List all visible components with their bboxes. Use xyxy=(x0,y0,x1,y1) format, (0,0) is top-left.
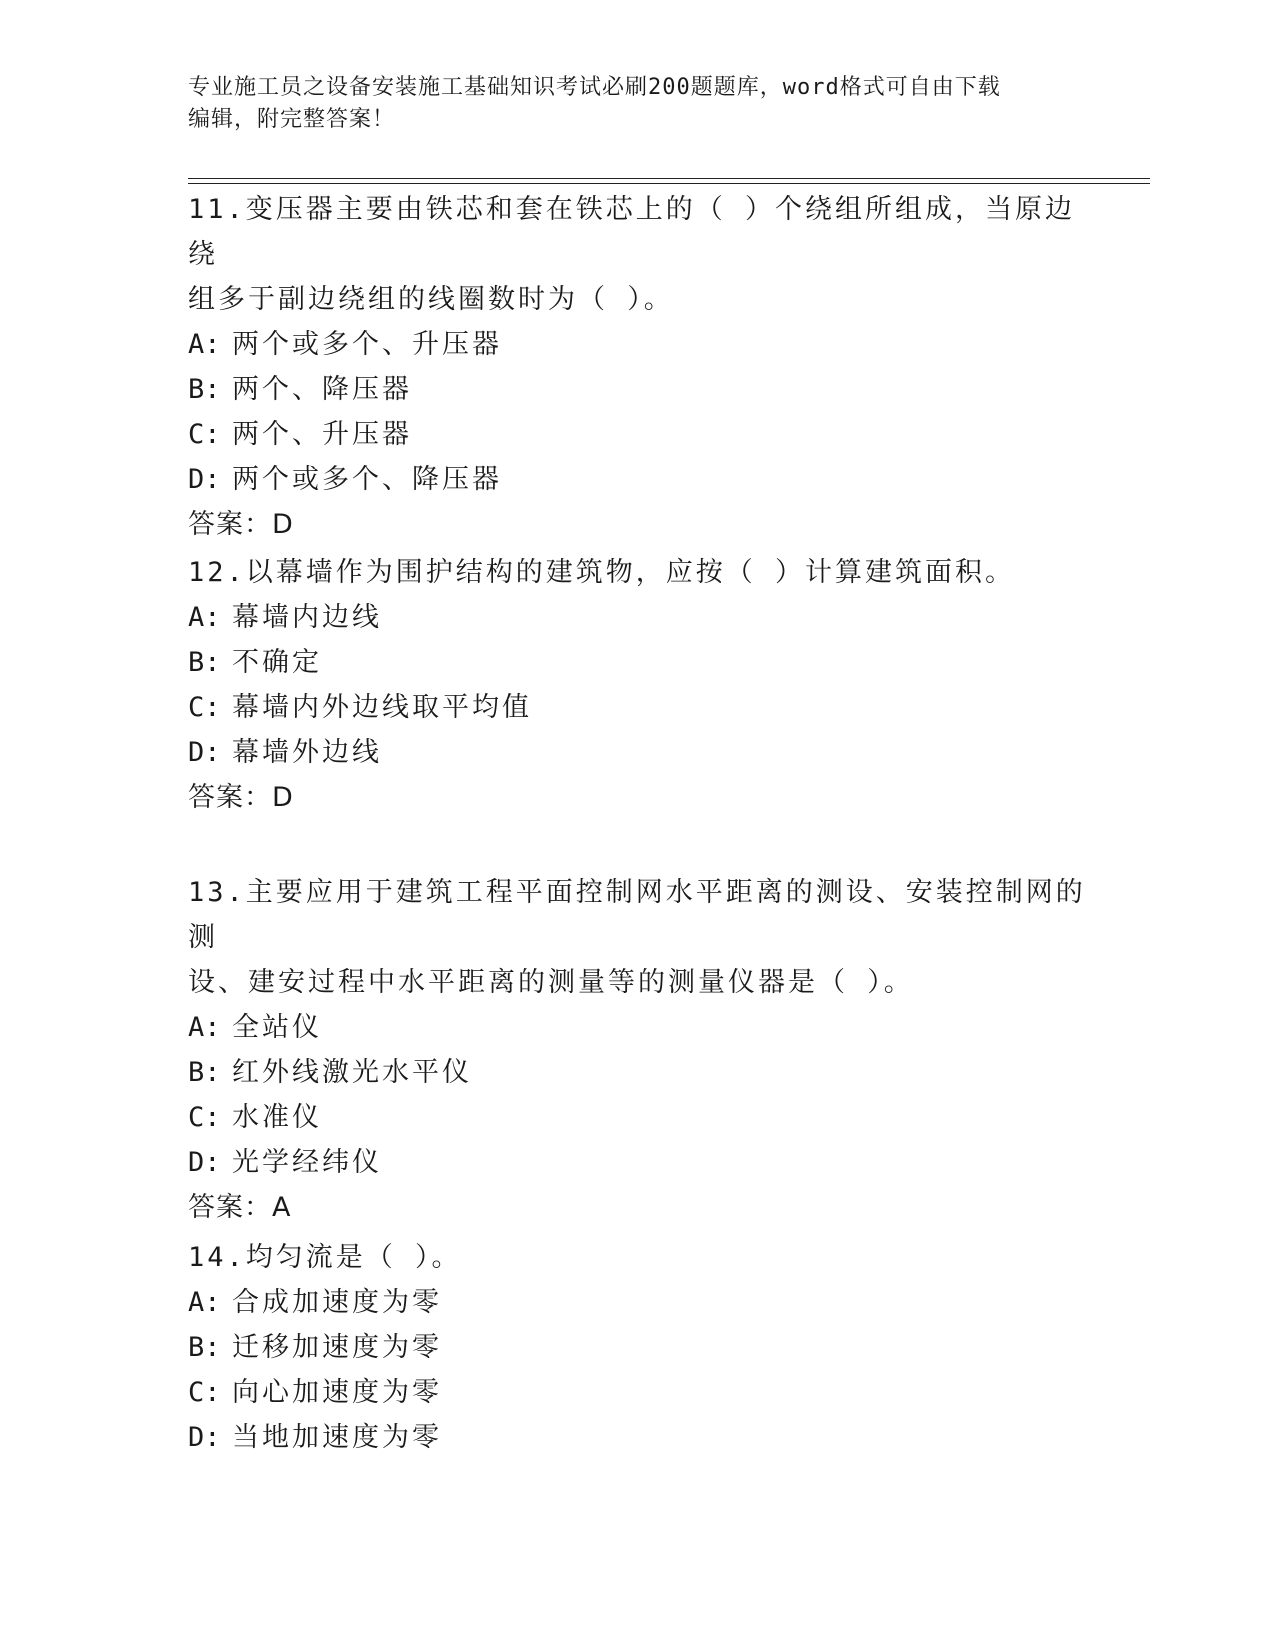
option-text: 不确定 xyxy=(232,647,322,678)
option-letter: C: xyxy=(188,692,221,723)
option-text: 当地加速度为零 xyxy=(232,1422,442,1453)
option-d xyxy=(188,1140,1088,1185)
option-letter: A: xyxy=(188,602,221,633)
option-text: 两个、升压器 xyxy=(232,419,412,450)
option-b xyxy=(188,1325,1088,1370)
option-letter: C: xyxy=(188,1377,221,1408)
question-14 xyxy=(188,1235,1088,1460)
option-letter: A: xyxy=(188,1287,221,1318)
question-stem-line: 12.以幕墙作为围护结构的建筑物，应按（ ）计算建筑面积。 xyxy=(188,557,1016,588)
option-d xyxy=(188,730,1088,775)
option-text: 两个或多个、降压器 xyxy=(232,464,502,495)
header-divider-top xyxy=(188,178,1150,179)
option-letter: B: xyxy=(188,374,221,405)
option-b xyxy=(188,1050,1088,1095)
option-d xyxy=(188,1415,1088,1460)
question-stem-line: 14.均匀流是（ ）。 xyxy=(188,1242,462,1273)
answer-line: 答案：A xyxy=(188,1192,292,1223)
option-letter: D: xyxy=(188,737,221,768)
question-12 xyxy=(188,550,1088,820)
option-c xyxy=(188,685,1088,730)
option-text: 光学经纬仪 xyxy=(232,1147,382,1178)
question-stem-line: 11.变压器主要由铁芯和套在铁芯上的（ ）个绕组所组成，当原边绕 xyxy=(188,194,1076,270)
option-letter: B: xyxy=(188,1057,221,1088)
option-a xyxy=(188,1005,1088,1050)
option-text: 水准仪 xyxy=(232,1102,322,1133)
option-b xyxy=(188,640,1088,685)
option-c xyxy=(188,412,1088,457)
header-line-2: 编辑，附完整答案！ xyxy=(188,107,396,132)
option-a xyxy=(188,1280,1088,1325)
option-letter: D: xyxy=(188,1147,221,1178)
header-divider-bottom xyxy=(188,183,1150,184)
option-text: 幕墙外边线 xyxy=(232,737,382,768)
option-text: 迁移加速度为零 xyxy=(232,1332,442,1363)
option-letter: D: xyxy=(188,464,221,495)
option-text: 两个、降压器 xyxy=(232,374,412,405)
option-b xyxy=(188,367,1088,412)
option-a xyxy=(188,322,1088,367)
option-text: 全站仪 xyxy=(232,1012,322,1043)
option-text: 合成加速度为零 xyxy=(232,1287,442,1318)
answer-line: 答案：D xyxy=(188,509,294,540)
option-c xyxy=(188,1370,1088,1415)
option-letter: A: xyxy=(188,329,221,360)
header-line-1: 专业施工员之设备安装施工基础知识考试必刷200题题库，word格式可自由下载 xyxy=(188,75,1001,100)
option-text: 红外线激光水平仪 xyxy=(232,1057,472,1088)
option-text: 幕墙内外边线取平均值 xyxy=(232,692,532,723)
option-letter: A: xyxy=(188,1012,221,1043)
answer-line: 答案：D xyxy=(188,782,294,813)
option-letter: D: xyxy=(188,1422,221,1453)
option-text: 两个或多个、升压器 xyxy=(232,329,502,360)
option-letter: C: xyxy=(188,419,221,450)
option-letter: B: xyxy=(188,647,221,678)
question-stem-line: 设、建安过程中水平距离的测量等的测量仪器是（ ）。 xyxy=(188,967,914,998)
option-text: 向心加速度为零 xyxy=(232,1377,442,1408)
question-stem-line: 组多于副边绕组的线圈数时为（ ）。 xyxy=(188,284,674,315)
option-letter: C: xyxy=(188,1102,221,1133)
option-letter: B: xyxy=(188,1332,221,1363)
option-c xyxy=(188,1095,1088,1140)
document-header xyxy=(188,72,1068,136)
option-text: 幕墙内边线 xyxy=(232,602,382,633)
option-d xyxy=(188,457,1088,502)
question-11 xyxy=(188,187,1088,547)
question-13 xyxy=(188,870,1088,1230)
option-a xyxy=(188,595,1088,640)
question-stem-line: 13.主要应用于建筑工程平面控制网水平距离的测设、安装控制网的测 xyxy=(188,877,1086,953)
